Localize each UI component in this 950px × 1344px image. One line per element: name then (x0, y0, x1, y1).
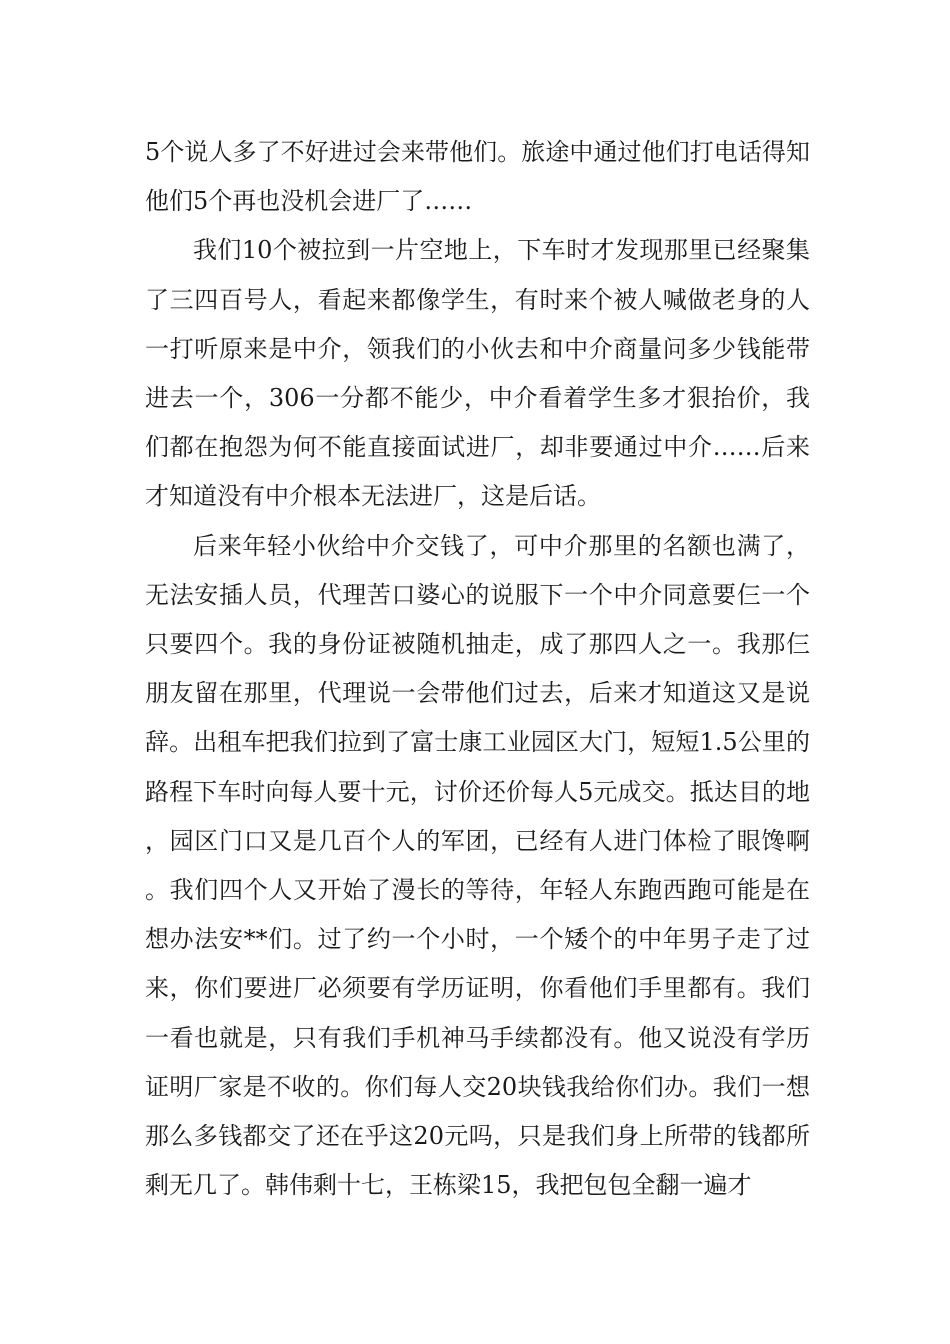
paragraph-2: 我们10个被拉到一片空地上，下车时才发现那里已经聚集了三四百号人，看起来都像学生，有时来个被人喊做老身的人一打听原来是中介，领我们的小伙去和中介商量问多少钱能带进去一个，306一分都不能少，中介看着学生多才狠抬价，我们都在抱怨为何不能直接面试进厂，却非要通过中介……后来才知道没有中介根本无法进厂，这是后话。 (145, 236, 810, 511)
paragraph-3: 后来年轻小伙给中介交钱了，可中介那里的名额也满了，无法安插人员，代理苦口婆心的说服下一个中介同意要仨一个只要四个。我的身份证被随机抽走，成了那四人之一。我那仨朋友留在那里，代理说一会带他们过去，后来才知道这又是说辞。出租车把我们拉到了富士康工业园区大门，短短1.5公里的路程下车时向每人要十元，讨价还价每人5元成交。抵达目的地，园区门口又是几百个人的军团，已经有人进门体检了眼馋啊。我们四个人又开始了漫长的等待，年轻人东跑西跑可能是在想办法安**们。过了约一个小时，一个矮个的中年男子走了过来，你们要进厂必须要有学历证明，你看他们手里都有。我们一看也就是，只有我们手机神马手续都没有。他又说没有学历证明厂家是不收的。你们每人交20块钱我给你们办。我们一想那么多钱都交了还在乎这20元吗，只是我们身上所带的钱都所剩无几了。韩伟剩十七，王栋梁15，我把包包全翻一遍才 (145, 531, 810, 1200)
document-body (145, 128, 810, 1210)
paragraph-1: 5个说人多了不好进过会来带他们。旅途中通过他们打电话得知他们5个再也没机会进厂了…… (145, 138, 810, 216)
